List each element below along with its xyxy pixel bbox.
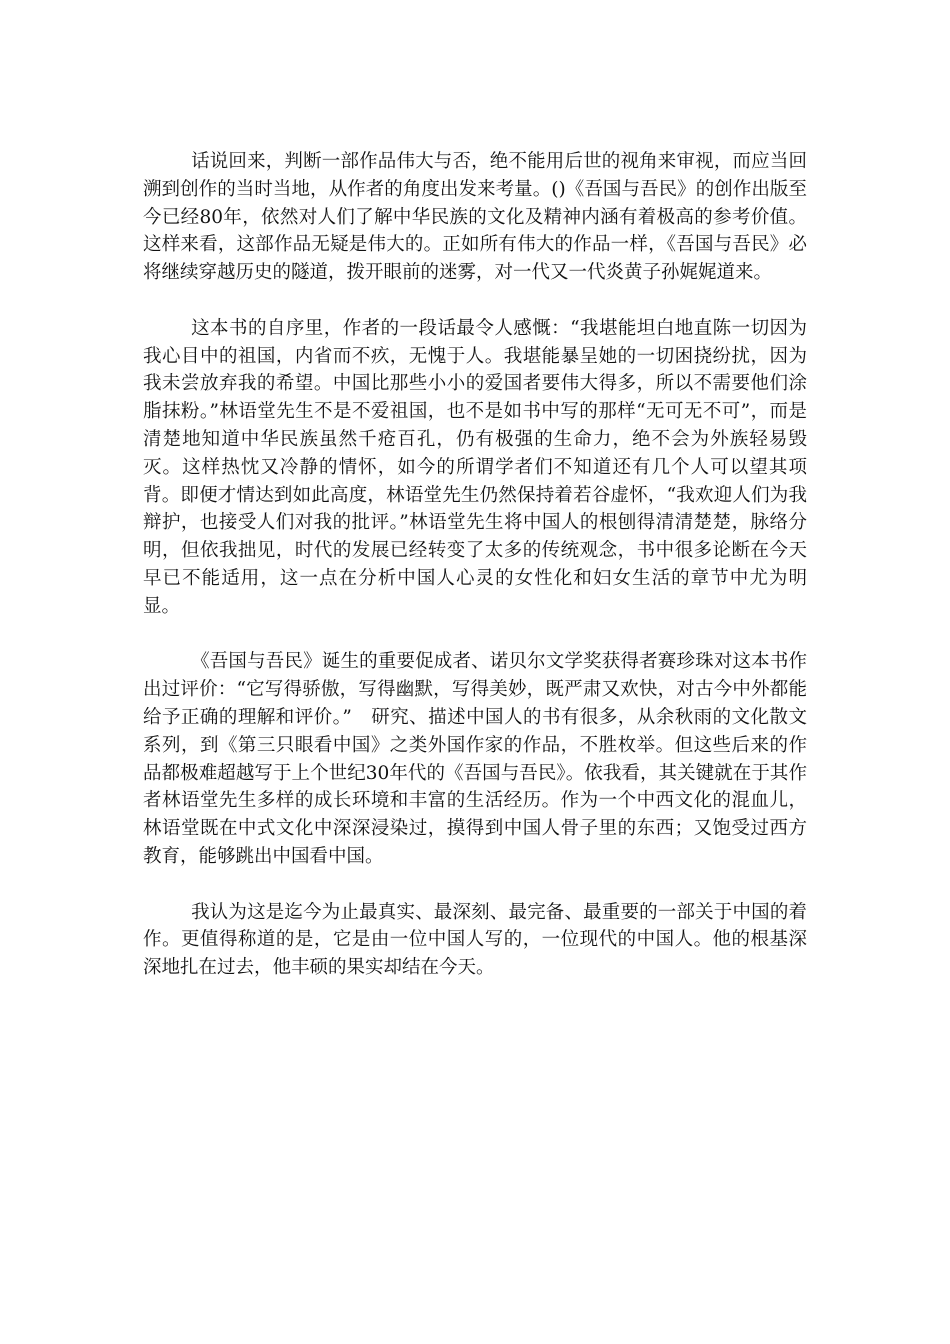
paragraph-1: 话说回来，判断一部作品伟大与否，绝不能用后世的视角来审视，而应当回溯到创作的当时当地，从作者的角度出发来考量。()《吾国与吾民》的创作出版至今已经80年，依然对人们了解中华民族的文化及精神内涵有着极高的参考价值。这样来看，这部作品无疑是伟大的。正如所有伟大的作品一样，《吾国与吾民》必将继续穿越历史的隧道，拨开眼前的迷雾，对一代又一代炎黄子孙娓娓道来。: [143, 151, 807, 284]
paragraph-4: 我认为这是迄今为止最真实、最深刻、最完备、最重要的一部关于中国的着作。更值得称道的是，它是由一位中国人写的，一位现代的中国人。他的根基深深地扎在过去，他丰硕的果实却结在今天。: [143, 901, 807, 979]
document-body: [143, 148, 807, 982]
paragraph-3: 《吾国与吾民》诞生的重要促成者、诺贝尔文学奖获得者赛珍珠对这本书作出过评价：“它写得骄傲，写得幽默，写得美妙，既严肃又欢快，对古今中外都能给予正确的理解和评价。” 研究、描述中国人的书有很多，从余秋雨的文化散文系列，到《第三只眼看中国》之类外国作家的作品，不胜枚举。但这些后来的作品都极难超越写于上个世纪30年代的《吾国与吾民》。依我看，其关键就在于其作者林语堂先生多样的成长环境和丰富的生活经历。作为一个中西文化的混血儿，林语堂既在中式文化中深深浸染过，摸得到中国人骨子里的东西；又饱受过西方教育，能够跳出中国看中国。: [143, 651, 807, 867]
paragraph-2: 这本书的自序里，作者的一段话最令人感慨：“我堪能坦白地直陈一切因为我心目中的祖国，内省而不疚，无愧于人。我堪能暴呈她的一切困挠纷扰，因为我未尝放弃我的希望。中国比那些小小的爱国者要伟大得多，所以不需要他们涂脂抹粉。”林语堂先生不是不爱祖国，也不是如书中写的那样“无可无不可”，而是清楚地知道中华民族虽然千疮百孔，仍有极强的生命力，绝不会为外族轻易毁灭。这样热忱又冷静的情怀，如今的所谓学者们不知道还有几个人可以望其项背。即便才情达到如此高度，林语堂先生仍然保持着若谷虚怀，“我欢迎人们为我辩护，也接受人们对我的批评。”林语堂先生将中国人的根刨得清清楚楚，脉络分明，但依我拙见，时代的发展已经转变了太多的传统观念，书中很多论断在今天早已不能适用，这一点在分析中国人心灵的女性化和妇女生活的章节中尤为明显。: [143, 317, 807, 617]
